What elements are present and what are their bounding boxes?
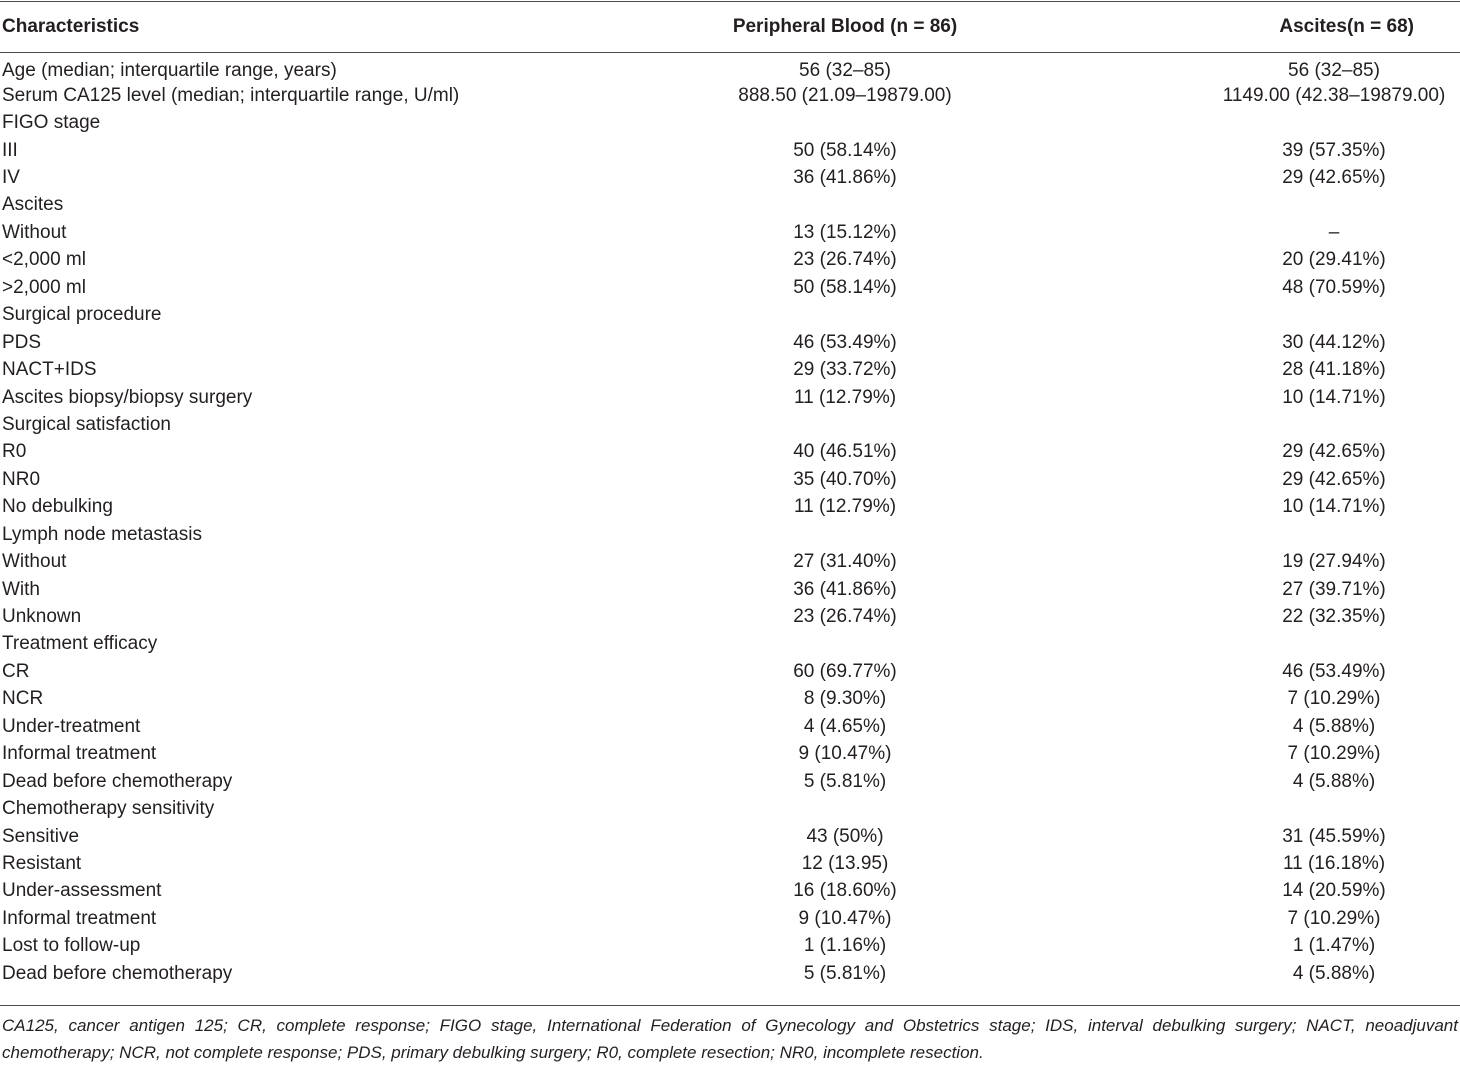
table-row — [0, 439, 1460, 466]
row-label: IV — [2, 167, 20, 189]
peripheral-blood-value: 23 (26.74%) — [793, 249, 897, 271]
table-row — [0, 658, 1460, 685]
ascites-value: 29 (42.65%) — [1282, 468, 1386, 490]
ascites-value: 7 (10.29%) — [1287, 688, 1381, 710]
table-row — [0, 905, 1460, 932]
peripheral-blood-value: 56 (32–85) — [799, 60, 891, 81]
row-label: PDS — [2, 331, 42, 353]
table-row — [0, 603, 1460, 630]
ascites-value: 20 (29.41%) — [1282, 249, 1386, 271]
row-label: NR0 — [2, 468, 41, 490]
table-row — [0, 109, 1460, 136]
table-row — [0, 686, 1460, 713]
row-label: Age (median; interquartile range, years) — [2, 60, 337, 81]
row-label: Without — [2, 551, 67, 573]
row-label: With — [2, 578, 40, 600]
row-label: CR — [2, 660, 30, 682]
ascites-value — [1050, 411, 1460, 438]
row-label: Surgical procedure — [2, 304, 162, 326]
ascites-value — [1050, 192, 1460, 219]
row-label: Surgical satisfaction — [2, 413, 171, 435]
peripheral-blood-value: 60 (69.77%) — [793, 660, 897, 682]
ascites-value: 22 (32.35%) — [1282, 606, 1386, 628]
table-row — [0, 576, 1460, 603]
row-label: Without — [2, 221, 67, 243]
table-row — [0, 850, 1460, 877]
table-row — [0, 219, 1460, 246]
ascites-value: 46 (53.49%) — [1282, 660, 1386, 682]
row-label: Ascites — [2, 194, 64, 216]
row-label: Dead before chemotherapy — [2, 770, 233, 792]
table-row — [0, 823, 1460, 850]
table-row — [0, 247, 1460, 274]
column-header-peripheral-blood: Peripheral Blood (n = 86) — [732, 16, 958, 37]
row-label: Treatment efficacy — [2, 633, 158, 655]
peripheral-blood-value: 43 (50%) — [806, 825, 884, 847]
ascites-value — [1050, 302, 1460, 329]
table-row — [0, 356, 1460, 383]
table-row — [0, 768, 1460, 795]
ascites-value: 19 (27.94%) — [1282, 551, 1386, 573]
row-label: Dead before chemotherapy — [2, 962, 233, 984]
peripheral-blood-value: 27 (31.40%) — [793, 551, 897, 573]
row-label: Informal treatment — [2, 907, 157, 929]
table-row — [0, 274, 1460, 301]
peripheral-blood-value: 50 (58.14%) — [793, 139, 897, 161]
row-label: Under-assessment — [2, 880, 162, 902]
table-row — [0, 466, 1460, 493]
row-label: Serum CA125 level (median; interquartile range, U/ml) — [2, 84, 460, 106]
row-label: No debulking — [2, 496, 113, 518]
peripheral-blood-value — [640, 302, 1050, 329]
peripheral-blood-value: 46 (53.49%) — [793, 331, 897, 353]
ascites-value — [1050, 631, 1460, 658]
table-bottom-rule — [0, 1005, 1460, 1006]
ascites-value — [1050, 109, 1460, 136]
ascites-value: 48 (70.59%) — [1282, 276, 1386, 298]
ascites-value: 10 (14.71%) — [1282, 496, 1386, 518]
ascites-value: 14 (20.59%) — [1282, 880, 1386, 902]
row-label: Lymph node metastasis — [2, 523, 202, 545]
ascites-value: 27 (39.71%) — [1282, 578, 1386, 600]
table-row — [0, 164, 1460, 191]
table-row — [0, 933, 1460, 960]
ascites-value: 4 (5.88%) — [1292, 770, 1376, 792]
table-row — [0, 192, 1460, 219]
peripheral-blood-value: 36 (41.86%) — [793, 578, 897, 600]
ascites-value: 56 (32–85) — [1288, 60, 1380, 81]
row-label: Under-treatment — [2, 715, 141, 737]
table-row — [0, 411, 1460, 438]
peripheral-blood-value: 11 (12.79%) — [793, 386, 897, 408]
table-row — [0, 302, 1460, 329]
peripheral-blood-value: 50 (58.14%) — [793, 276, 897, 298]
table-row — [0, 795, 1460, 822]
peripheral-blood-value: 40 (46.51%) — [793, 441, 897, 463]
peripheral-blood-value: 13 (15.12%) — [793, 221, 897, 243]
peripheral-blood-value: 8 (9.30%) — [803, 688, 887, 710]
peripheral-blood-value — [640, 521, 1050, 548]
ascites-value: 39 (57.35%) — [1282, 139, 1386, 161]
ascites-value: 31 (45.59%) — [1282, 825, 1386, 847]
row-label: Unknown — [2, 606, 82, 628]
row-label: III — [2, 139, 18, 161]
peripheral-blood-value: 16 (18.60%) — [793, 880, 897, 902]
row-label: NACT+IDS — [2, 359, 97, 381]
table-row — [0, 521, 1460, 548]
row-label: Resistant — [2, 852, 82, 874]
peripheral-blood-value: 5 (5.81%) — [803, 962, 887, 984]
row-label: <2,000 ml — [2, 249, 86, 271]
row-label: Lost to follow-up — [2, 935, 141, 957]
peripheral-blood-value: 5 (5.81%) — [803, 770, 887, 792]
ascites-value — [1050, 795, 1460, 822]
characteristics-table — [0, 2, 1460, 987]
peripheral-blood-value: 11 (12.79%) — [793, 496, 897, 518]
peripheral-blood-value — [640, 411, 1050, 438]
ascites-value: 10 (14.71%) — [1282, 386, 1386, 408]
peripheral-blood-value: 9 (10.47%) — [798, 907, 892, 929]
ascites-value: 28 (41.18%) — [1282, 359, 1386, 381]
row-label: Ascites biopsy/biopsy surgery — [2, 386, 253, 408]
table-row — [0, 137, 1460, 164]
ascites-value: 29 (42.65%) — [1282, 441, 1386, 463]
row-label: Chemotherapy sensitivity — [2, 798, 215, 820]
row-label: Sensitive — [2, 825, 80, 847]
peripheral-blood-value: 1 (1.16%) — [803, 935, 887, 957]
ascites-value: 1 (1.47%) — [1292, 935, 1376, 957]
peripheral-blood-value: 23 (26.74%) — [793, 606, 897, 628]
peripheral-blood-value: 9 (10.47%) — [798, 743, 892, 765]
table-row — [0, 329, 1460, 356]
table-row — [0, 878, 1460, 905]
column-header-ascites: Ascites(n = 68) — [1279, 16, 1414, 37]
ascites-value — [1050, 521, 1460, 548]
table-row — [0, 548, 1460, 575]
table-row — [0, 52, 1460, 82]
peripheral-blood-value — [640, 631, 1050, 658]
table-footnote: CA125, cancer antigen 125; CR, complete response; FIGO stage, International Federation of Gynecology and Obstetrics stage; IDS, interval debulking surgery; NACT, neoadjuvant chemotherapy; NCR, not complete response; PDS, primary debulking surgery; R0, complete resection; NR0, incomplete resection. — [2, 1016, 1458, 1062]
table-row — [0, 82, 1460, 109]
peripheral-blood-value: 29 (33.72%) — [793, 359, 897, 381]
ascites-value: – — [1328, 221, 1340, 243]
table-row — [0, 741, 1460, 768]
table-row — [0, 384, 1460, 411]
peripheral-blood-value: 4 (4.65%) — [803, 715, 887, 737]
row-label: FIGO stage — [2, 112, 101, 134]
ascites-value: 4 (5.88%) — [1292, 962, 1376, 984]
ascites-value: 4 (5.88%) — [1292, 715, 1376, 737]
peripheral-blood-value — [640, 109, 1050, 136]
ascites-value: 1149.00 (42.38–19879.00) — [1222, 84, 1446, 106]
column-header-characteristics: Characteristics — [2, 16, 140, 37]
ascites-value: 11 (16.18%) — [1282, 852, 1386, 874]
row-label: NCR — [2, 688, 44, 710]
table-row — [0, 713, 1460, 740]
peripheral-blood-value: 36 (41.86%) — [793, 167, 897, 189]
row-label: Informal treatment — [2, 743, 157, 765]
peripheral-blood-value — [640, 795, 1050, 822]
row-label: R0 — [2, 441, 27, 463]
ascites-value: 29 (42.65%) — [1282, 167, 1386, 189]
table-row — [0, 631, 1460, 658]
peripheral-blood-value: 35 (40.70%) — [793, 468, 897, 490]
ascites-value: 30 (44.12%) — [1282, 331, 1386, 353]
peripheral-blood-value — [640, 192, 1050, 219]
table-body — [0, 52, 1460, 987]
peripheral-blood-value: 12 (13.95) — [801, 852, 889, 874]
row-label: >2,000 ml — [2, 276, 86, 298]
table-header-row — [0, 2, 1460, 52]
table-row — [0, 960, 1460, 987]
ascites-value: 7 (10.29%) — [1287, 743, 1381, 765]
ascites-value: 7 (10.29%) — [1287, 907, 1381, 929]
table-row — [0, 494, 1460, 521]
peripheral-blood-value: 888.50 (21.09–19879.00) — [738, 84, 952, 106]
